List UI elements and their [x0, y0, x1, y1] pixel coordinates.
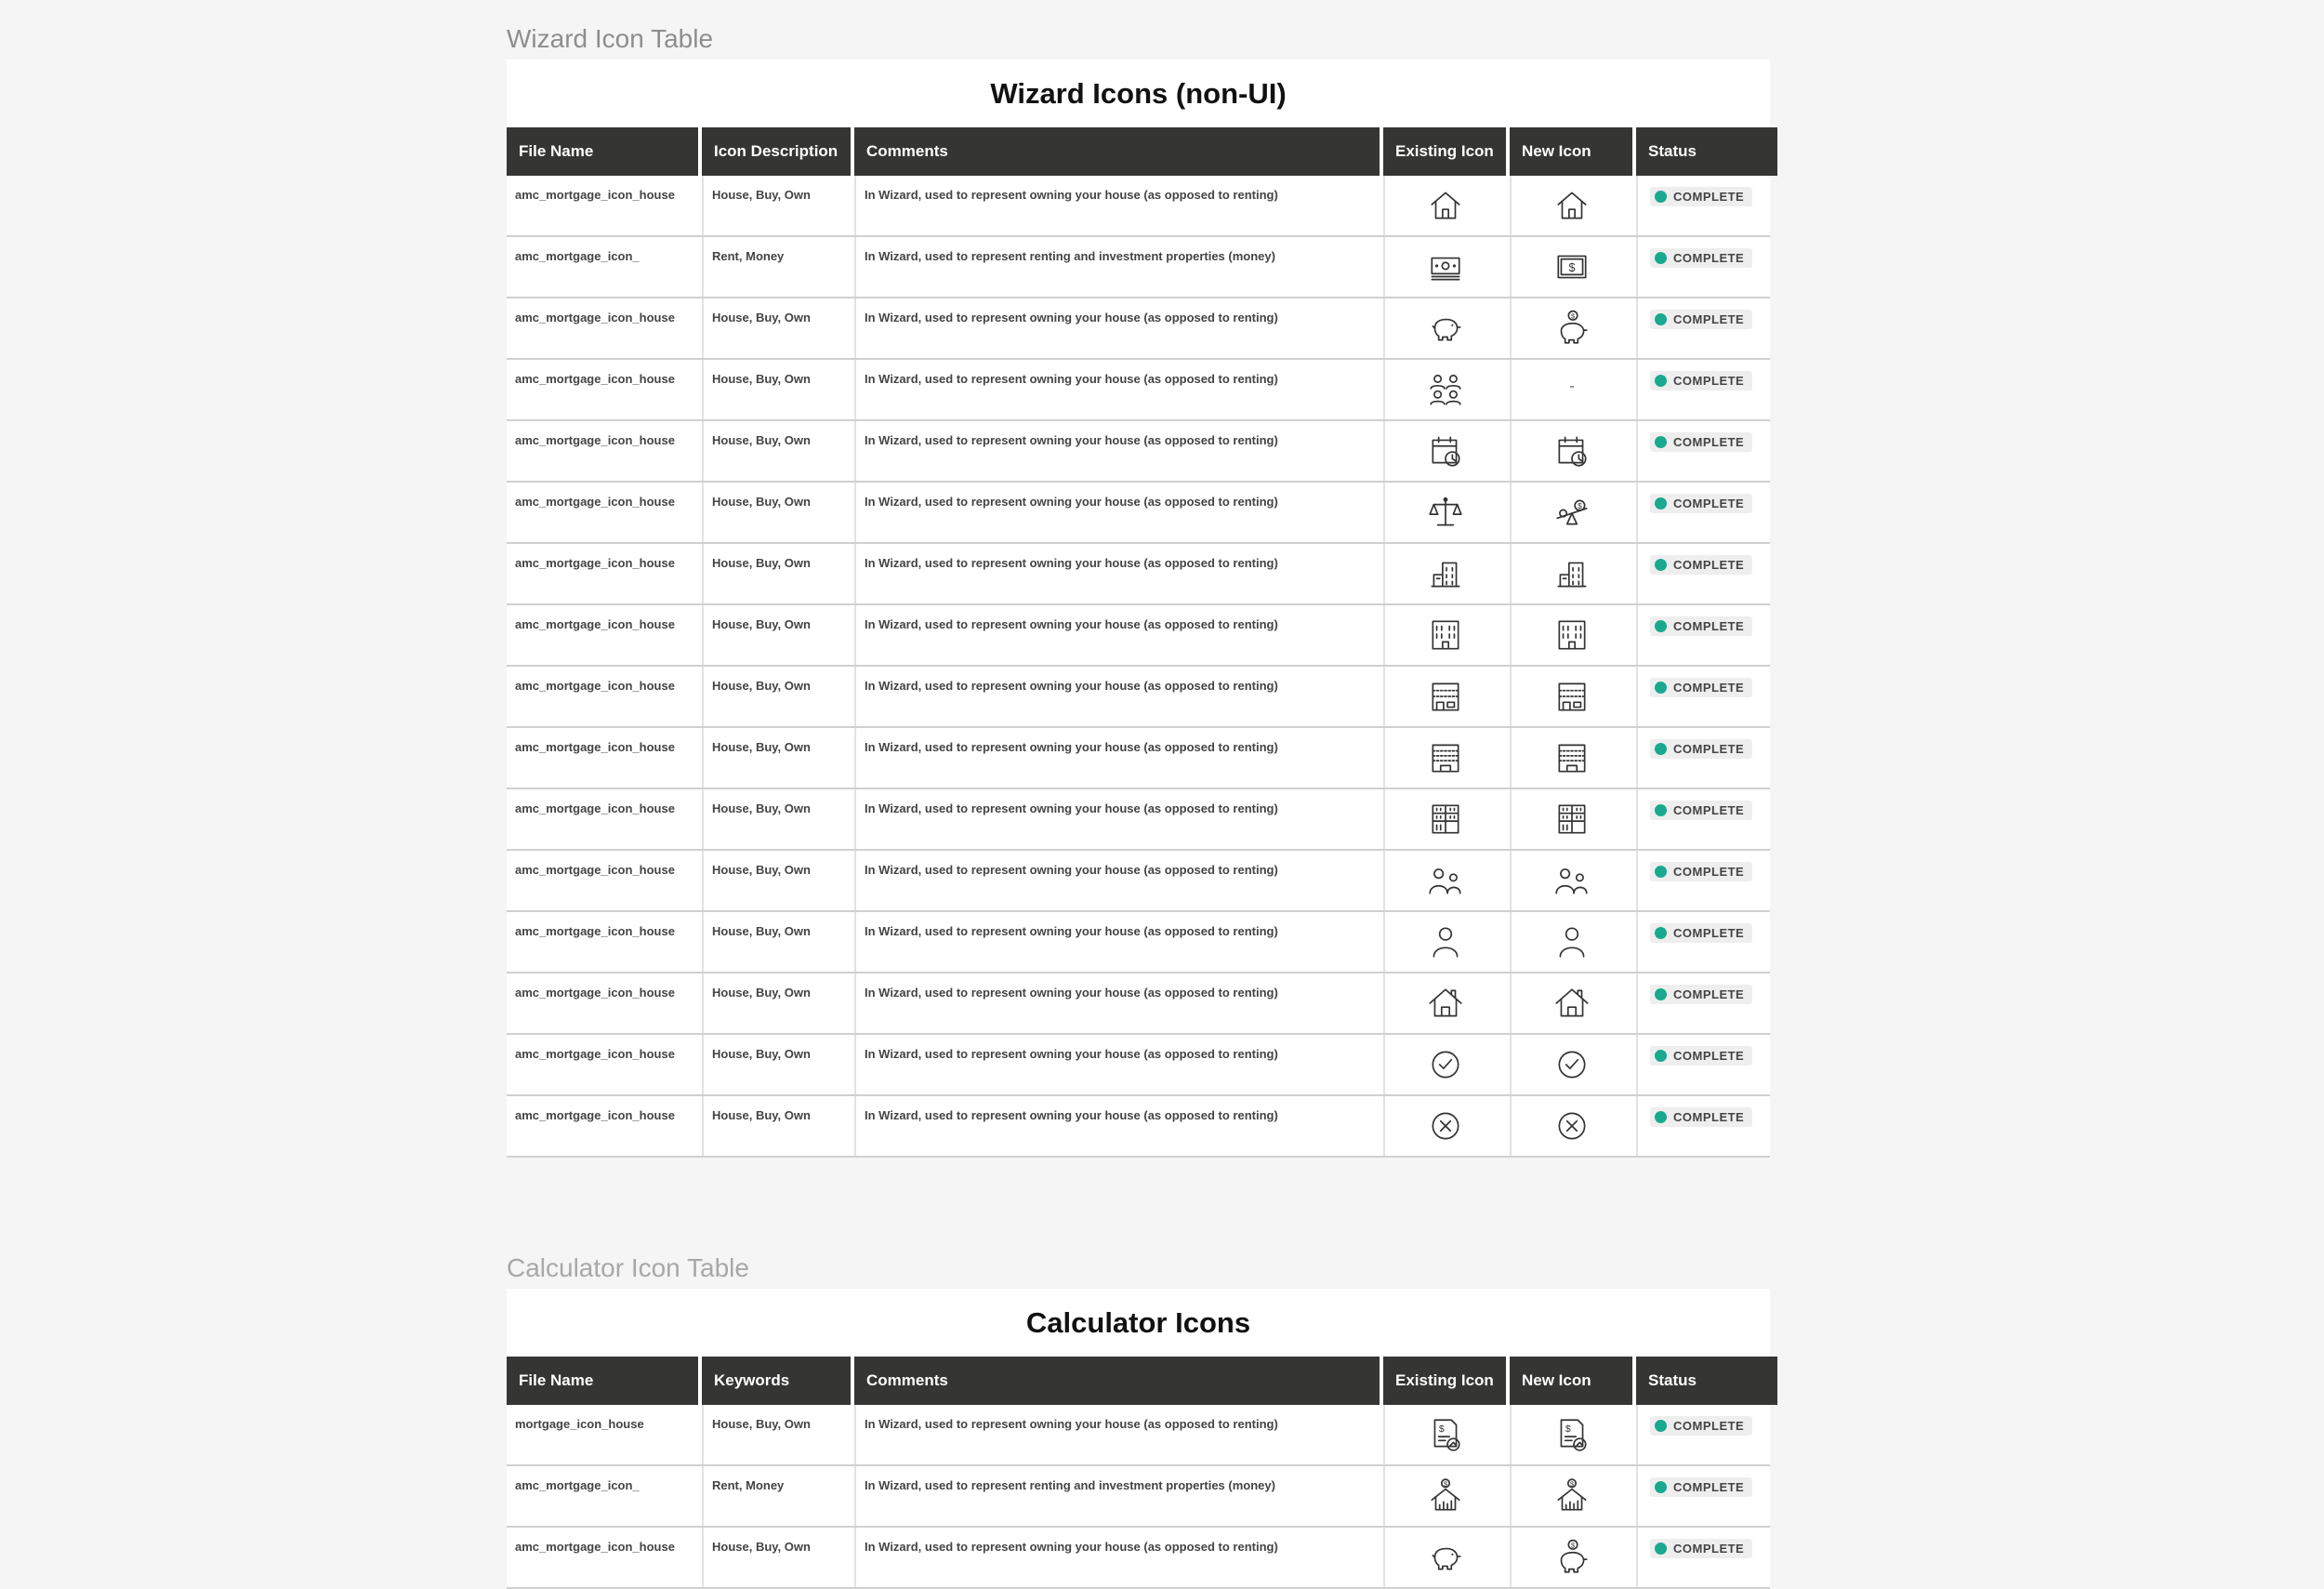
existing-icon-cell	[1383, 912, 1506, 972]
status-label: COMPLETE	[1673, 681, 1745, 695]
header-existing-icon: Existing Icon	[1383, 1357, 1506, 1405]
svg-text:$: $	[1568, 261, 1576, 275]
file-name-cell: amc_mortgage_icon_house	[515, 556, 675, 570]
status-cell	[1636, 1096, 1777, 1156]
existing-icon-cell	[1383, 176, 1506, 235]
description-cell: Rent, Money	[702, 1466, 851, 1526]
file-name-cell: amc_mortgage_icon_house	[515, 495, 675, 509]
status-label: COMPLETE	[1673, 374, 1745, 388]
status-badge	[1650, 862, 1752, 881]
document-money-icon	[1552, 1405, 1591, 1459]
status-badge	[1650, 678, 1752, 697]
table-row	[507, 1035, 1770, 1096]
existing-icon-cell	[1383, 1035, 1506, 1094]
status-label: COMPLETE	[1673, 1480, 1745, 1494]
table-row	[507, 298, 1770, 360]
status-badge	[1650, 1477, 1752, 1497]
status-badge	[1650, 739, 1752, 759]
table-row	[507, 1466, 1770, 1528]
status-badge	[1650, 1416, 1752, 1436]
new-icon-cell	[1510, 1035, 1632, 1094]
status-cell	[1636, 176, 1777, 235]
file-name-cell: amc_mortgage_icon_	[515, 249, 640, 263]
status-badge	[1650, 985, 1752, 1004]
description-cell: House, Buy, Own	[702, 421, 851, 481]
tower-icon	[1426, 789, 1465, 843]
existing-icon-cell	[1383, 1096, 1506, 1156]
file-name-cell: amc_mortgage_icon_	[515, 1478, 640, 1492]
existing-icon-cell	[1383, 483, 1506, 542]
wizard-table-title: Wizard Icons (non-UI)	[990, 77, 1287, 110]
status-cell	[1636, 360, 1777, 419]
couple-icon	[1552, 851, 1591, 905]
description-cell: House, Buy, Own	[702, 728, 851, 788]
description-cell: House, Buy, Own	[702, 973, 851, 1033]
table-row	[507, 789, 1770, 851]
file-name-cell: amc_mortgage_icon_house	[515, 740, 675, 754]
calculator-icon-table	[507, 1289, 1770, 1589]
cash-icon	[1426, 237, 1465, 291]
file-name-cell: amc_mortgage_icon_house	[515, 801, 675, 815]
status-badge	[1650, 432, 1752, 452]
house-icon	[1552, 176, 1591, 230]
tower-icon	[1552, 789, 1591, 843]
status-label: COMPLETE	[1673, 803, 1745, 817]
new-icon-cell	[1510, 973, 1632, 1033]
status-dot-icon	[1655, 1050, 1667, 1062]
svg-text:$: $	[1438, 1423, 1445, 1435]
header-icon-description: Icon Description	[702, 127, 851, 176]
status-cell	[1636, 605, 1777, 665]
status-badge	[1650, 371, 1752, 391]
status-dot-icon	[1655, 191, 1667, 203]
file-name-cell: mortgage_icon_house	[515, 1417, 644, 1431]
file-name-cell: amc_mortgage_icon_house	[515, 617, 675, 631]
storefront-icon	[1426, 667, 1465, 721]
file-name-cell: amc_mortgage_icon_house	[515, 1047, 675, 1061]
file-name-cell: amc_mortgage_icon_house	[515, 924, 675, 938]
description-cell: House, Buy, Own	[702, 360, 851, 419]
status-dot-icon	[1655, 375, 1667, 387]
header-keywords: Keywords	[702, 1357, 851, 1405]
description-cell: House, Buy, Own	[702, 176, 851, 235]
svg-text:$: $	[1443, 1479, 1448, 1489]
empty-icon-placeholder: -	[1569, 378, 1575, 394]
comment-cell: In Wizard, used to represent owning your house (as opposed to renting)	[854, 667, 1380, 726]
description-cell: House, Buy, Own	[702, 605, 851, 665]
status-cell	[1636, 298, 1777, 358]
table-row	[507, 237, 1770, 298]
description-cell: House, Buy, Own	[702, 789, 851, 849]
house-value-icon	[1552, 1466, 1591, 1520]
status-dot-icon	[1655, 620, 1667, 632]
storefront-icon	[1552, 667, 1591, 721]
new-icon-cell	[1510, 667, 1632, 726]
person-icon	[1552, 912, 1591, 966]
status-dot-icon	[1655, 436, 1667, 448]
status-cell	[1636, 1466, 1777, 1526]
header-new-icon: New Icon	[1510, 127, 1632, 176]
comment-cell: In Wizard, used to represent owning your house (as opposed to renting)	[854, 1035, 1380, 1094]
comment-cell: In Wizard, used to represent owning your house (as opposed to renting)	[854, 421, 1380, 481]
description-cell: House, Buy, Own	[702, 1096, 851, 1156]
comment-cell: In Wizard, used to represent owning your house (as opposed to renting)	[854, 789, 1380, 849]
status-cell	[1636, 667, 1777, 726]
x-circle-icon	[1426, 1096, 1465, 1150]
status-label: COMPLETE	[1673, 987, 1745, 1001]
comment-cell: In Wizard, used to represent owning your house (as opposed to renting)	[854, 1096, 1380, 1156]
house-icon	[1426, 176, 1465, 230]
existing-icon-cell	[1383, 544, 1506, 603]
table-row	[507, 176, 1770, 237]
comment-cell: In Wizard, used to represent owning your house (as opposed to renting)	[854, 298, 1380, 358]
existing-icon-cell	[1383, 421, 1506, 481]
building-small-icon	[1426, 544, 1465, 598]
svg-text:$: $	[1578, 500, 1582, 510]
new-icon-cell	[1510, 483, 1632, 542]
home-chimney-icon	[1426, 973, 1465, 1027]
new-icon-cell	[1510, 912, 1632, 972]
file-name-cell: amc_mortgage_icon_house	[515, 1540, 675, 1554]
status-cell	[1636, 728, 1777, 788]
piggy-bank-coin-icon	[1552, 1528, 1591, 1582]
new-icon-cell	[1510, 1528, 1632, 1587]
status-dot-icon	[1655, 1481, 1667, 1493]
new-icon-cell	[1510, 237, 1632, 297]
new-icon-cell	[1510, 421, 1632, 481]
apartment-icon	[1552, 728, 1591, 782]
apartment-icon	[1426, 728, 1465, 782]
header-comments: Comments	[854, 127, 1380, 176]
wizard-frame-label: Wizard Icon Table	[507, 24, 714, 53]
status-label: COMPLETE	[1673, 619, 1745, 633]
file-name-cell: amc_mortgage_icon_house	[515, 986, 675, 1000]
calculator-table-header	[507, 1357, 1770, 1405]
description-cell: House, Buy, Own	[702, 544, 851, 603]
header-comments: Comments	[854, 1357, 1380, 1405]
status-cell	[1636, 1405, 1777, 1464]
status-label: COMPLETE	[1673, 1419, 1745, 1433]
status-label: COMPLETE	[1673, 1110, 1745, 1124]
table-row	[507, 667, 1770, 728]
comment-cell: In Wizard, used to represent owning your house (as opposed to renting)	[854, 851, 1380, 910]
status-cell	[1636, 912, 1777, 972]
status-badge	[1650, 248, 1752, 268]
header-file-name: File Name	[507, 1357, 698, 1405]
family-icon	[1426, 360, 1465, 414]
comment-cell: In Wizard, used to represent owning your house (as opposed to renting)	[854, 1528, 1380, 1587]
status-badge	[1650, 494, 1752, 513]
comment-cell: In Wizard, used to represent owning your house (as opposed to renting)	[854, 360, 1380, 419]
description-cell: House, Buy, Own	[702, 912, 851, 972]
new-icon-cell	[1510, 789, 1632, 849]
document-money-icon	[1426, 1405, 1465, 1459]
existing-icon-cell	[1383, 237, 1506, 297]
couple-icon	[1426, 851, 1465, 905]
piggy-bank-icon	[1426, 298, 1465, 352]
status-cell	[1636, 973, 1777, 1033]
status-dot-icon	[1655, 1111, 1667, 1123]
new-icon-cell	[1510, 728, 1632, 788]
comment-cell: In Wizard, used to represent owning your house (as opposed to renting)	[854, 912, 1380, 972]
new-icon-cell	[1510, 851, 1632, 910]
new-icon-cell	[1510, 1466, 1632, 1526]
file-name-cell: amc_mortgage_icon_house	[515, 372, 675, 386]
status-dot-icon	[1655, 313, 1667, 325]
status-cell	[1636, 483, 1777, 542]
svg-text:$: $	[1565, 1423, 1571, 1435]
table-row	[507, 973, 1770, 1035]
status-dot-icon	[1655, 743, 1667, 755]
description-cell: Rent, Money	[702, 237, 851, 297]
status-dot-icon	[1655, 1420, 1667, 1432]
calendar-clock-icon	[1552, 421, 1591, 475]
description-cell: House, Buy, Own	[702, 1405, 851, 1464]
comment-cell: In Wizard, used to represent owning your house (as opposed to renting)	[854, 176, 1380, 235]
comment-cell: In Wizard, used to represent owning your house (as opposed to renting)	[854, 483, 1380, 542]
comment-cell: In Wizard, used to represent renting and investment properties (money)	[854, 1466, 1380, 1526]
table-row	[507, 421, 1770, 483]
new-icon-cell	[1510, 605, 1632, 665]
status-label: COMPLETE	[1673, 497, 1745, 510]
table-row	[507, 851, 1770, 912]
office-building-icon	[1552, 605, 1591, 659]
table-row	[507, 1528, 1770, 1589]
file-name-cell: amc_mortgage_icon_house	[515, 863, 675, 877]
status-dot-icon	[1655, 1543, 1667, 1555]
check-circle-icon	[1426, 1035, 1465, 1089]
status-badge	[1650, 923, 1752, 943]
description-cell: House, Buy, Own	[702, 298, 851, 358]
table-row	[507, 912, 1770, 973]
header-new-icon: New Icon	[1510, 1357, 1632, 1405]
status-label: COMPLETE	[1673, 742, 1745, 756]
new-icon-cell	[1510, 176, 1632, 235]
calculator-table-body	[507, 1405, 1770, 1589]
table-row	[507, 360, 1770, 421]
comment-cell: In Wizard, used to represent owning your house (as opposed to renting)	[854, 605, 1380, 665]
table-row	[507, 605, 1770, 667]
description-cell: House, Buy, Own	[702, 1035, 851, 1094]
office-building-icon	[1426, 605, 1465, 659]
status-dot-icon	[1655, 866, 1667, 878]
description-cell: House, Buy, Own	[702, 483, 851, 542]
status-label: COMPLETE	[1673, 435, 1745, 449]
existing-icon-cell	[1383, 298, 1506, 358]
existing-icon-cell	[1383, 360, 1506, 419]
comment-cell: In Wizard, used to represent renting and investment properties (money)	[854, 237, 1380, 297]
existing-icon-cell	[1383, 1528, 1506, 1587]
status-cell	[1636, 1528, 1777, 1587]
comment-cell: In Wizard, used to represent owning your house (as opposed to renting)	[854, 728, 1380, 788]
existing-icon-cell	[1383, 973, 1506, 1033]
status-dot-icon	[1655, 559, 1667, 571]
svg-text:$: $	[1571, 311, 1576, 321]
header-existing-icon: Existing Icon	[1383, 127, 1506, 176]
header-status: Status	[1636, 127, 1777, 176]
status-dot-icon	[1655, 927, 1667, 939]
status-badge	[1650, 801, 1752, 820]
status-badge	[1650, 1046, 1752, 1066]
description-cell: House, Buy, Own	[702, 851, 851, 910]
header-status: Status	[1636, 1357, 1777, 1405]
wizard-table-body	[507, 176, 1770, 1158]
status-label: COMPLETE	[1673, 251, 1745, 265]
calculator-table-title: Calculator Icons	[1025, 1306, 1251, 1339]
status-cell	[1636, 1035, 1777, 1094]
piggy-bank-icon	[1426, 1528, 1465, 1582]
comment-cell: In Wizard, used to represent owning your house (as opposed to renting)	[854, 1405, 1380, 1464]
file-name-cell: amc_mortgage_icon_house	[515, 188, 675, 202]
table-row	[507, 728, 1770, 789]
scale-icon	[1426, 483, 1465, 536]
status-badge	[1650, 310, 1752, 329]
check-circle-icon	[1552, 1035, 1591, 1089]
status-dot-icon	[1655, 988, 1667, 1000]
status-dot-icon	[1655, 497, 1667, 510]
status-label: COMPLETE	[1673, 312, 1745, 326]
new-icon-cell	[1510, 544, 1632, 603]
existing-icon-cell	[1383, 1405, 1506, 1464]
file-name-cell: amc_mortgage_icon_house	[515, 679, 675, 693]
status-cell	[1636, 421, 1777, 481]
header-file-name: File Name	[507, 127, 698, 176]
table-row	[507, 1096, 1770, 1158]
calendar-clock-icon	[1426, 421, 1465, 475]
wizard-icon-table	[507, 60, 1770, 1158]
status-badge	[1650, 187, 1752, 206]
status-cell	[1636, 851, 1777, 910]
file-name-cell: amc_mortgage_icon_house	[515, 1108, 675, 1122]
comment-cell: In Wizard, used to represent owning your house (as opposed to renting)	[854, 973, 1380, 1033]
status-dot-icon	[1655, 804, 1667, 816]
existing-icon-cell	[1383, 851, 1506, 910]
status-label: COMPLETE	[1673, 865, 1745, 879]
home-chimney-icon	[1552, 973, 1591, 1027]
existing-icon-cell	[1383, 789, 1506, 849]
status-label: COMPLETE	[1673, 1049, 1745, 1063]
table-row	[507, 544, 1770, 605]
comment-cell: In Wizard, used to represent owning your house (as opposed to renting)	[854, 544, 1380, 603]
status-label: COMPLETE	[1673, 1542, 1745, 1556]
calculator-frame-label: Calculator Icon Table	[507, 1253, 749, 1282]
existing-icon-cell	[1383, 605, 1506, 665]
existing-icon-cell	[1383, 728, 1506, 788]
new-icon-cell	[1510, 1405, 1632, 1464]
new-icon-cell	[1510, 1096, 1632, 1156]
house-value-icon	[1426, 1466, 1465, 1520]
table-row	[507, 483, 1770, 544]
status-badge	[1650, 555, 1752, 575]
status-dot-icon	[1655, 252, 1667, 264]
status-cell	[1636, 544, 1777, 603]
piggy-bank-coin-icon	[1552, 298, 1591, 352]
dollar-bill-icon	[1552, 237, 1591, 291]
person-icon	[1426, 912, 1465, 966]
status-badge	[1650, 1539, 1752, 1558]
existing-icon-cell	[1383, 667, 1506, 726]
status-label: COMPLETE	[1673, 190, 1745, 204]
file-name-cell: amc_mortgage_icon_house	[515, 433, 675, 447]
file-name-cell: amc_mortgage_icon_house	[515, 311, 675, 324]
status-badge	[1650, 616, 1752, 636]
table-row	[507, 1405, 1770, 1466]
svg-text:$: $	[1571, 1541, 1576, 1550]
status-dot-icon	[1655, 682, 1667, 694]
wizard-table-header	[507, 127, 1770, 176]
existing-icon-cell	[1383, 1466, 1506, 1526]
description-cell: House, Buy, Own	[702, 667, 851, 726]
new-icon-cell	[1510, 360, 1632, 419]
description-cell: House, Buy, Own	[702, 1528, 851, 1587]
x-circle-icon	[1552, 1096, 1591, 1150]
status-label: COMPLETE	[1673, 926, 1745, 940]
building-small-icon	[1552, 544, 1591, 598]
status-cell	[1636, 237, 1777, 297]
status-label: COMPLETE	[1673, 558, 1745, 572]
seesaw-icon	[1552, 483, 1591, 536]
status-badge	[1650, 1107, 1752, 1127]
new-icon-cell	[1510, 298, 1632, 358]
svg-text:$: $	[1569, 1479, 1575, 1489]
status-cell	[1636, 789, 1777, 849]
